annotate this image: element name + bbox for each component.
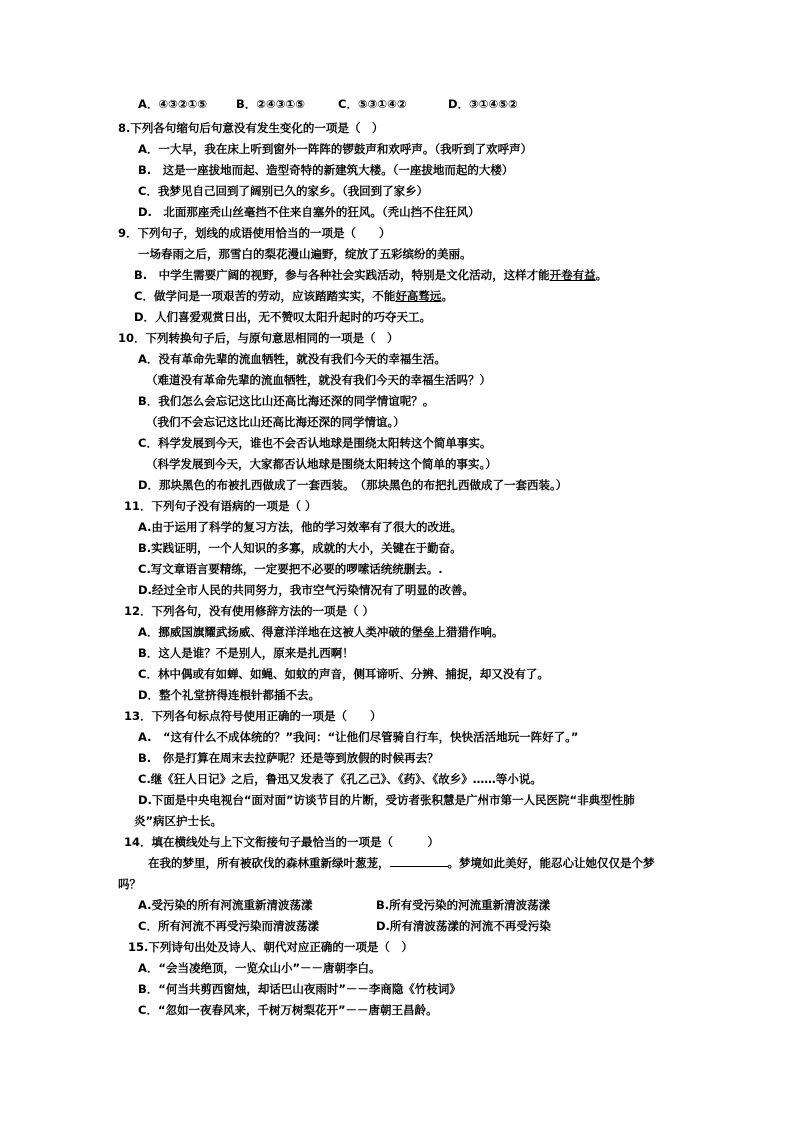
q8-option-a: A．一大早，我在床上听到窗外一阵阵的锣鼓声和欢呼声。（我听到了欢呼声） bbox=[138, 142, 533, 156]
q14-passage-text: 在我的梦里，所有被砍伐的森林重新绿叶葱茏， bbox=[148, 856, 390, 870]
q9-option-c-text: C．做学问是一项艰苦的劳动，应该踏踏实实，不能 bbox=[134, 289, 396, 303]
q10-stem: 10．下列转换句子后，与原句意思相同的一项是（ ） bbox=[118, 331, 399, 345]
q12-option-d: D．整个礼堂挤得连根针都插不去。 bbox=[138, 688, 321, 702]
q10-option-b: B．我们怎么会忘记这比山还高比海还深的同学情谊呢？。 bbox=[138, 394, 435, 408]
q9-option-c bbox=[134, 288, 453, 304]
q8-stem: 8.下列各句缩句后句意没有发生变化的一项是（ ） bbox=[118, 121, 384, 135]
q9-option-c-underlined-idiom: 好高骛远 bbox=[395, 289, 442, 303]
q12-option-c: C．林中偶或有如蝉、如蝇、如蚊的声音，侧耳谛听、分辨、捕捉，却又没有了。 bbox=[138, 667, 549, 681]
q14-option-a: A.受污染的所有河流重新清波荡漾 bbox=[138, 898, 313, 912]
q15-stem: 15.下列诗句出处及诗人、朝代对应正确的一项是（ ） bbox=[128, 940, 413, 954]
q12-option-b: B．这人是谁？不是别人，原来是扎西啊！ bbox=[138, 646, 354, 660]
q7-option-b: B．②④③①⑤ bbox=[236, 97, 305, 111]
q7-options-row bbox=[138, 96, 518, 112]
q7-option-c: C．⑤③①④② bbox=[338, 97, 407, 111]
q10-option-b-conversion: （我们不会忘记这比山还高比海还深的同学情谊。） bbox=[146, 415, 405, 429]
q7-option-d: D．③①④⑤② bbox=[448, 97, 518, 111]
q14-passage bbox=[148, 855, 655, 871]
q8-option-c: C．我梦见自己回到了阔别已久的家乡。（我回到了家乡） bbox=[138, 184, 429, 198]
q11-option-c: C.写文章语言要精练，一定要把不必要的啰嗦话统统删去。. bbox=[138, 562, 443, 576]
q9-stem: 9．下列句子，划线的成语使用恰当的一项是（ ） bbox=[118, 226, 391, 240]
q14-passage-continued: 吗？ bbox=[118, 877, 141, 891]
q14-stem: 14．填在横线处与上下文衔接句子最恰当的一项是（ ） bbox=[124, 835, 440, 849]
q13-stem: 13．下列各句标点符号使用正确的一项是（ ） bbox=[124, 709, 382, 723]
q11-option-b: B.实践证明，一个人知识的多寡，成就的大小，关键在于勤奋。 bbox=[138, 541, 462, 555]
q10-option-a: A．没有革命先辈的流血牺牲，就没有我们今天的幸福生活。 bbox=[138, 352, 446, 366]
q9-option-b-tail: 。 bbox=[595, 268, 608, 282]
q11-stem: 11．下列句子没有语病的一项是（ ） bbox=[124, 499, 317, 513]
q14-option-b: B.所有受污染的河流重新清波荡漾 bbox=[376, 898, 551, 912]
q14-option-d: D.所有清波荡漾的河流不再受污染 bbox=[376, 919, 551, 933]
q15-option-c: C．“忽如一夜春风来，千树万树梨花开”－－唐朝王昌龄。 bbox=[138, 1003, 438, 1017]
q15-option-a: A．“会当凌绝顶，一览众山小”－－唐朝李白。 bbox=[138, 961, 381, 975]
q9-option-d: D．人们喜爱观赏日出，无不赞叹太阳升起时的巧夺天工。 bbox=[134, 310, 432, 324]
q14-answer-blank bbox=[390, 856, 448, 867]
q15-option-b: B．“何当共剪西窗烛，却话巴山夜雨时”－－李商隐《竹枝词》 bbox=[138, 982, 461, 996]
q13-option-d: D.下面是中央电视台“面对面”访谈节目的片断，受访者张积慧是广州市第一人民医院“非典型性肺 bbox=[138, 793, 635, 807]
q9-option-c-tail: 。 bbox=[441, 289, 453, 303]
q13-option-c: C.继《狂人日记》之后，鲁迅又发表了《孔乙己》、《药》、《故乡》……等小说。 bbox=[138, 772, 542, 786]
q14-passage-tail: 。梦境如此美好，能忍心让她仅仅是个梦 bbox=[447, 856, 655, 870]
q10-option-a-conversion: （难道没有革命先辈的流血牺牲，就没有我们今天的幸福生活吗？） bbox=[146, 373, 491, 387]
q9-option-a: 一场春雨之后，那雪白的梨花漫山遍野，绽放了五彩缤纷的美丽。 bbox=[138, 247, 472, 261]
q14-option-c: C．所有河流不再受污染而清波荡漾 bbox=[138, 919, 319, 933]
q9-option-b-underlined-idiom: 开卷有益 bbox=[549, 268, 596, 282]
q8-option-d: D. 北面那座秃山丝毫挡不住来自塞外的狂风。（秃山挡不住狂风） bbox=[138, 205, 480, 219]
q12-stem: 12．下列各句，没有使用修辞方法的一项是（ ） bbox=[124, 604, 375, 618]
q12-option-a: A．挪威国旗耀武扬威、得意洋洋地在这被人类冲破的堡垒上猎猎作响。 bbox=[138, 625, 504, 639]
q8-option-b: B. 这是一座拔地而起、造型奇特的新建筑大楼。（一座拔地而起的大楼） bbox=[138, 163, 514, 177]
q11-option-d: D.经过全市人民的共同努力，我市空气污染情况有了明显的改善。 bbox=[138, 583, 474, 597]
q13-option-a: A. “这有什么不成体统的？”我问：“让他们尽管骑自行车，快快活活地玩一阵好了。” bbox=[138, 730, 579, 744]
q13-option-b: B. 你是打算在周末去拉萨呢？还是等到放假的时候再去？ bbox=[138, 751, 439, 765]
q9-option-b bbox=[134, 267, 607, 283]
q10-option-c-conversion: （科学发展到今天，大家都否认地球是围绕太阳转这个简单的事实。） bbox=[146, 457, 497, 471]
q11-option-a: A.由于运用了科学的复习方法，他的学习效率有了很大的改进。 bbox=[138, 520, 462, 534]
q9-option-b-text: B. 中学生需要广阔的视野，参与各种社会实践活动，特别是文化活动，这样才能 bbox=[134, 268, 550, 282]
q10-option-d: D．那块黑色的布被扎西做成了一套西装。 （那块黑色的布把扎西做成了一套西装。） bbox=[138, 478, 568, 492]
q7-option-a: A．④③②①⑤ bbox=[138, 97, 208, 111]
q10-option-c: C．科学发展到今天，谁也不会否认地球是围绕太阳转这个简单事实。 bbox=[138, 436, 492, 450]
q13-option-d-continued: 炎”病区护士长。 bbox=[134, 814, 223, 828]
